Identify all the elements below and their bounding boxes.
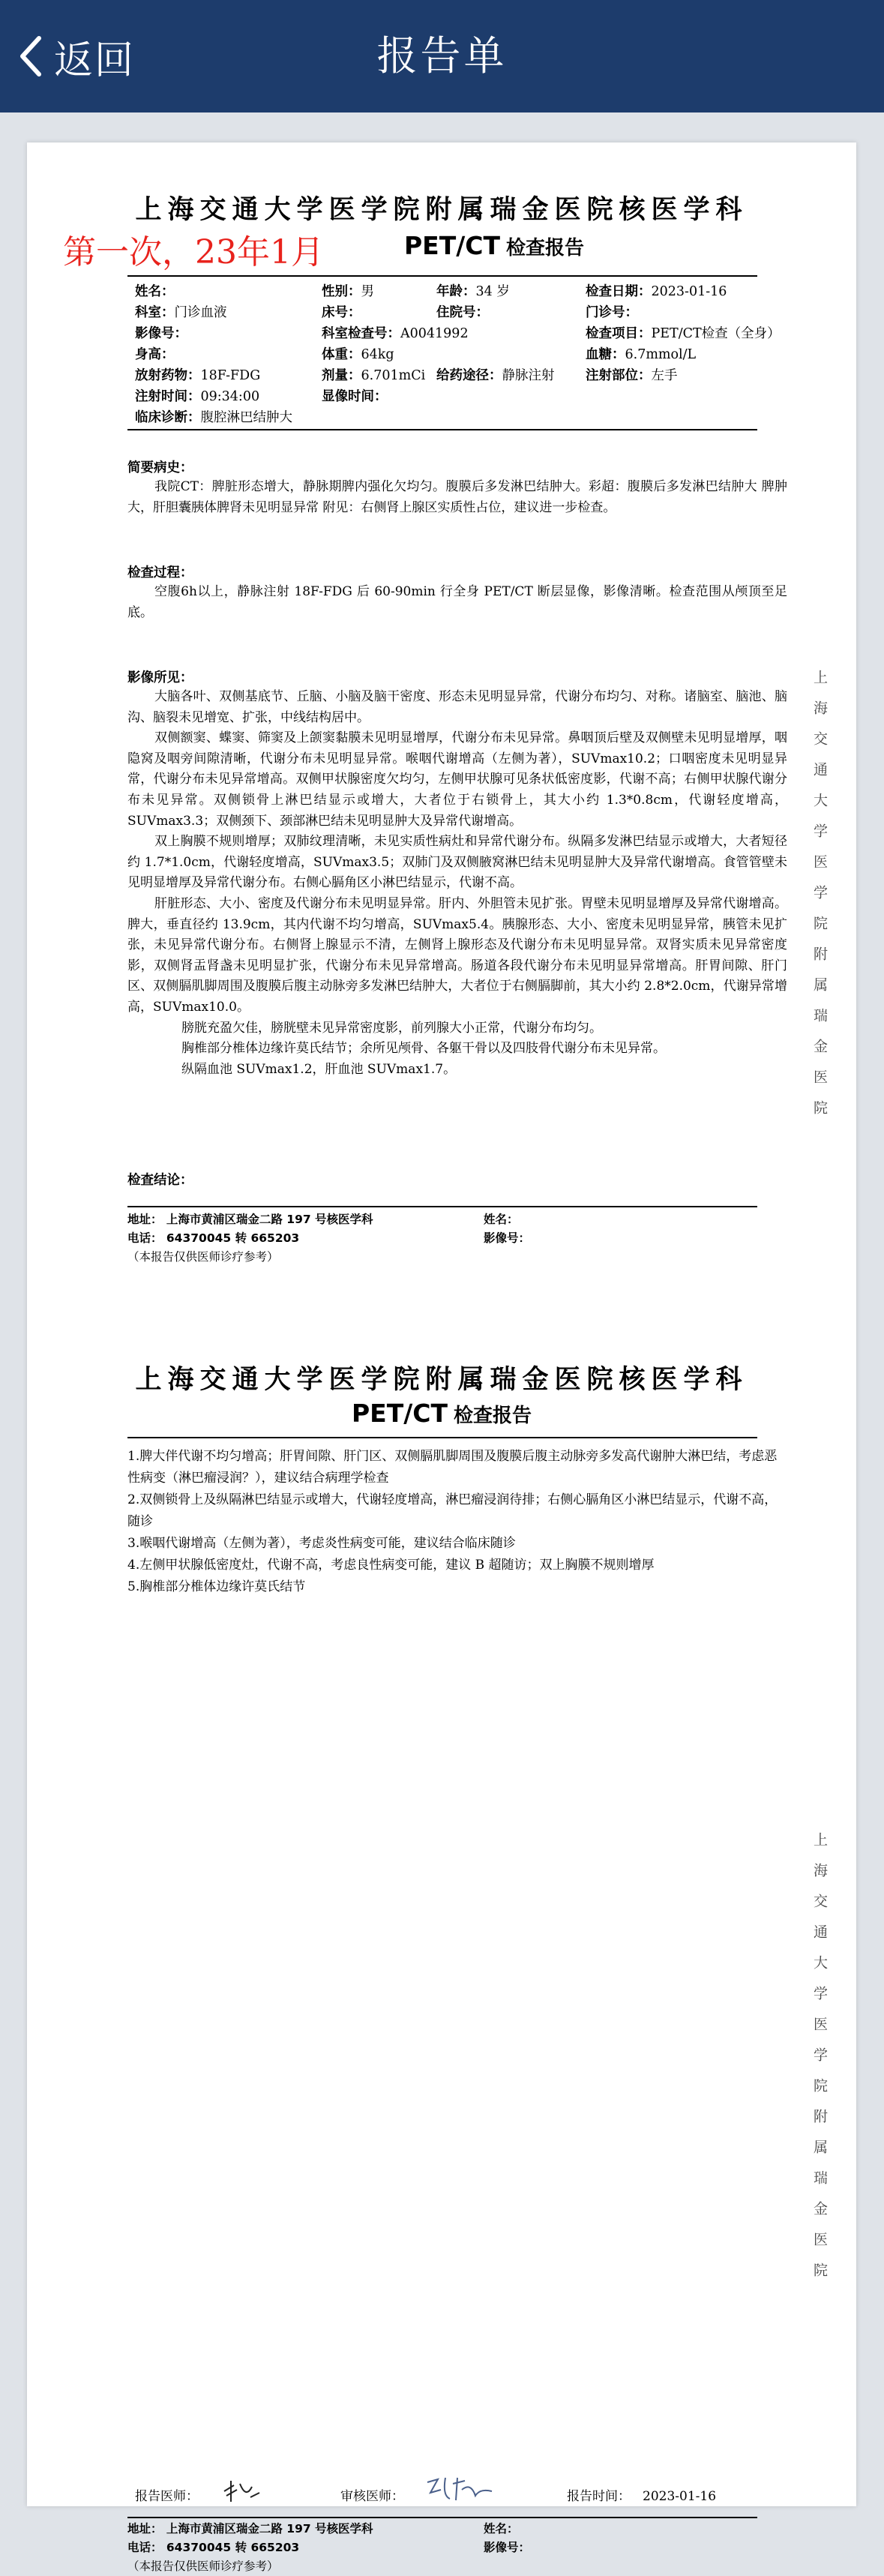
conclusion-item: 4.左侧甲状腺低密度灶，代谢不高，考虑良性病变可能，建议 B 超随访；双上胸膜不规则增厚 [127, 1558, 655, 1573]
reporter-label: 报告医师： [135, 2489, 199, 2504]
findings-paragraph: 双侧额窦、蝶窦、筛窦及上颌窦黏膜未见明显增厚，代谢分布未见异常。鼻咽顶后壁及双侧壁未见明显增厚，咽隐窝及咽旁间隙清晰，代谢分布未见明显异常。喉咽代谢增高（左侧为著），SUVmax10.2；口咽密度未见明显异常，代谢分布未见异常增高。双侧甲状腺密度欠均匀，左侧甲状腺可见条状低密度影，代谢不高；右侧甲状腺代谢分布未见异常。双侧锁骨上淋巴结显示或增大，大者位于右锁骨上，其大小约 1.3*0.8cm，代谢轻度增高，SUVmax3.3；双侧颈下、颈部淋巴结未见明显肿大及异常代谢增高。 [127, 730, 787, 829]
findings-paragraph: 膀胱充盈欠佳，膀胱壁未见异常密度影，前列腺大小正常，代谢分布均匀。 [181, 1020, 602, 1036]
report-title-suffix: 检查报告 [506, 237, 585, 259]
nav-bar [0, 0, 884, 112]
divider [127, 1437, 757, 1438]
report-time: 报告时间： 2023-01-16 [567, 2489, 717, 2504]
procedure-title: 检查过程： [127, 565, 193, 580]
divider [127, 2517, 757, 2518]
findings-paragraph: 双上胸膜不规则增厚；双肺纹理清晰，未见实质性病灶和异常代谢分布。纵隔多发淋巴结显示或增大，大者短径约 1.7*1.0cm，代谢轻度增高，SUVmax3.5；双肺门及双侧腋窝淋巴结未见明显肿大及异常代谢增高。食管管壁未见明显增厚及异常代谢分布。右侧心膈角区小淋巴结显示，代谢不高。 [127, 834, 787, 891]
watermark: 上海交通大学医学院附属瑞金医院 [811, 1831, 828, 2293]
footer-contact: 地址： 上海市黄浦区瑞金二路 197 号核医学科 电话： 64370045 转 665203 （本报告仅供医师诊疗参考） [127, 2522, 373, 2573]
findings-paragraph: 肝脏形态、大小、密度及代谢分布未见明显异常。肝内、外胆管未见扩张。胃壁未见明显增厚及异常代谢增高。脾大，垂直径约 13.9cm，其内代谢不均匀增高，SUVmax5.4。胰腺形态、大小、密度未见明显异常，胰管未见扩张，未见异常代谢分布。右侧肾上腺显示不清，左侧肾上腺形态及代谢分布未见明显异常。双肾实质未见异常密度影，双侧肾盂肾盏未见明显扩张，代谢分布未见异常增高。肠道各段代谢分布未见明显异常增高。肝胃间隙、肝门区、双侧膈肌脚周围及腹膜后腹主动脉旁多发淋巴结肿大，大者位于右侧膈脚前，其大小约 2.8*2.0cm，代谢异常增高，SUVmax10.0。 [127, 895, 787, 1015]
report-title [27, 1399, 856, 1428]
watermark: 上海交通大学医学院附属瑞金医院 [811, 669, 828, 1131]
reviewer-signature [423, 2473, 498, 2506]
hospital-title: 上海交通大学医学院附属瑞金医院核医学科 [135, 194, 748, 225]
conclusion-item: 3.喉咽代谢增高（左侧为著），考虑炎性病变可能，建议结合临床随诊 [127, 1536, 516, 1551]
back-label: 返回 [54, 37, 136, 83]
page-title: 报告单 [376, 32, 508, 79]
procedure-text: 空腹6h以上，静脉注射 18F-FDG 后 60-90min 行全身 PET/CT 断层显像，影像清晰。检查范围从颅顶至足底。 [127, 584, 787, 620]
divider [127, 429, 757, 430]
divider [127, 275, 757, 277]
divider [127, 1206, 757, 1207]
reviewer-label: 审核医师： [340, 2489, 404, 2504]
report-title-suffix: 检查报告 [454, 1405, 532, 1427]
conclusion-title: 检查结论： [127, 1173, 193, 1188]
findings-paragraph: 胸椎部分椎体边缘许莫氏结节；余所见颅骨、各躯干骨以及四肢骨代谢分布未见异常。 [181, 1041, 666, 1057]
findings-title: 影像所见： [127, 670, 193, 685]
footer-patient: 姓名： 影像号： [484, 1213, 531, 1245]
findings-paragraph: 大脑各叶、双侧基底节、丘脑、小脑及脑干密度、形态未见明显异常，代谢分布均匀、对称。诸脑室、脑池、脑沟、脑裂未见增宽、扩张，中线结构居中。 [127, 689, 787, 725]
history-title: 简要病史： [127, 460, 193, 475]
report-page[interactable]: 上海交通大学医学院附属瑞金医院核医学科 第一次，23年1月 PET/CT 检查报告 姓名： 性别：男 年龄：34 岁 检查日期：2023-01-16 科室：门诊血液 床号： 住院号： 门诊号： 影像号： 科室检查号：A0041992 检查项目：PET/CT检查（全身） 身高： 体重：64kg 血糖：6.7mmol/L 放射药物：18F-FDG 剂量：6.701mCi 给药途径：静脉注射 注射部位：左手 注射时间：09:34:00 显像时间： 临床诊断：腹腔淋巴结肿大 简要病史： 我院CT：脾脏形态增大，静脉期脾内强化欠均匀。腹膜后多发淋巴结肿大。彩超：腹膜后多发淋巴结肿大 脾肿大，肝胆囊胰体脾肾未见明显异常 附见：右侧肾上腺区实质性占位，建议进一步检查。 检查过程： 空腹6h以上，静脉注射 18F-FDG 后 60-90min 行全身 PET/CT 断层显像，影像清晰。检查范围从颅顶至足底。 影像所见： 大脑各叶、双侧基底节、丘脑、小脑及脑干密度、形态未见明显异常，代谢分布均匀、对称。诸脑室、脑池、脑沟、脑裂未见增宽、扩张，中线结构居中。 双侧额窦、蝶窦、筛窦及上颌窦黏膜未见明显增厚，代谢分布未见异常。鼻咽顶后壁及双侧壁未见明显增厚，咽隐窝及咽旁间隙清晰，代谢分布未见明显异常。喉咽代谢增高（左侧为著），SUVmax10.2；口咽密度未见明显异常，代谢分布未见异常增高。双侧甲状腺密度欠均匀，左侧甲状腺可见条状低密度影，代谢不高；右侧甲状腺代谢分布未见异常。双侧锁骨上淋巴结显示或增大，大者位于右锁骨上，其大小约 1.3*0.8cm，代谢轻度增高，SUVmax3.3；双侧颈下、颈部淋巴结未见明显肿大及异常代谢增高。 双上胸膜不规则增厚；双肺纹理清晰，未见实质性病灶和异常代谢分布。纵隔多发淋巴结显示或增大，大者短径约 1.7*1.0cm，代谢轻度增高，SUVmax3.5；双肺门及双侧腋窝淋巴结未见明显肿大及异常代谢增高。食管管壁未见明显增厚及异常代谢分布。右侧心膈角区小淋巴结显示，代谢不高。 肝脏形态、大小、密度及代谢分布未见明显异常。肝内、外胆管未见扩张。胃壁未见明显增厚及异常代谢增高。脾大，垂直径约 13.9cm，其内代谢不均匀增高，SUVmax5.4。胰腺形态、大小、密度未见明显异常，胰管未见扩张，未见异常代谢分布。右侧肾上腺显示不清，左侧肾上腺形态及代谢分布未见明显异常。双肾实质未见异常密度影，双侧肾盂肾盏未见明显扩张，代谢分布未见异常增高。肠道各段代谢分布未见明显异常增高。肝胃间隙、肝门区、双侧膈肌脚周围及腹膜后腹主动脉旁多发淋巴结肿大，大者位于右侧膈脚前，其大小约 2.8*2.0cm，代谢异常增高，SUVmax10.0。 膀胱充盈欠佳，膀胱壁未见异常密度影，前列腺大小正常，代谢分布均匀。 胸椎部分椎体边缘许莫氏结节；余所见颅骨、各躯干骨以及四肢骨代谢分布未见异常。 纵隔血池 SUVmax1.2，肝血池 SUVmax1.7。 检查结论： 地址： 上海市黄浦区瑞金二路 197 号核医学科 电话： 64370045 转 665203 （本报告仅供医师诊疗参考） 姓名： 影像号： 上海交通大学医学院附属瑞金医院 上海交通大学医学院附属瑞金医院核医学科 PET/CT 检查报告 1.脾大伴代谢不均匀增高；肝胃间隙、肝门区、双侧膈肌脚周围及腹膜后腹主动脉旁多发高代谢肿大淋巴结，考虑恶性病变（淋巴瘤浸润？），建议结合病理学检查 2.双侧锁骨上及纵隔淋巴结显示或增大，代谢轻度增高，淋巴瘤浸润待排；右侧心膈角区小淋巴结显示，代谢不高，随诊 3.喉咽代谢增高（左侧为著），考虑炎性病变可能，建议结合临床随诊 4.左侧甲状腺低密度灶，代谢不高，考虑良性病变可能，建议 B 超随访；双上胸膜不规则增厚 5.胸椎部分椎体边缘许莫氏结节 上海交通大学医学院附属瑞金医院 报告医师： 审核医师： 报告时间： 2023-01-16 地址： 上海市黄浦区瑞金二路 197 号核医学科 电话： 64370045 转 665203 （本报告仅供医师诊疗参考） 姓名： 影像号： [27, 142, 856, 2506]
findings-paragraph: 纵隔血池 SUVmax1.2，肝血池 SUVmax1.7。 [181, 1061, 457, 1077]
conclusion-item: 1.脾大伴代谢不均匀增高；肝胃间隙、肝门区、双侧膈肌脚周围及腹膜后腹主动脉旁多发高代谢肿大淋巴结，考虑恶性病变（淋巴瘤浸润？），建议结合病理学检查 [127, 1449, 778, 1486]
reporter-signature [220, 2476, 265, 2506]
report-title-prefix: PET/CT [351, 1399, 448, 1428]
handwritten-note: 第一次，23年1月 [63, 233, 324, 271]
history-text: 我院CT：脾脏形态增大，静脉期脾内强化欠均匀。腹膜后多发淋巴结肿大。彩超：腹膜后多发淋巴结肿大 脾肿大，肝胆囊胰体脾肾未见明显异常 附见：右侧肾上腺区实质性占位，建议进一步检查。 [127, 479, 787, 515]
conclusion-list [127, 1446, 787, 1598]
hospital-title: 上海交通大学医学院附属瑞金医院核医学科 [135, 1364, 748, 1395]
conclusion-item: 2.双侧锁骨上及纵隔淋巴结显示或增大，代谢轻度增高，淋巴瘤浸润待排；右侧心膈角区小淋巴结显示，代谢不高，随诊 [127, 1492, 778, 1529]
footer-contact: 地址： 上海市黄浦区瑞金二路 197 号核医学科 电话： 64370045 转 665203 （本报告仅供医师诊疗参考） [127, 1213, 373, 1264]
footer-patient: 姓名： 影像号： [484, 2522, 531, 2554]
report-title [27, 231, 856, 260]
report-title-prefix: PET/CT [403, 231, 500, 260]
findings-body [27, 687, 787, 1080]
conclusion-item: 5.胸椎部分椎体边缘许莫氏结节 [127, 1579, 306, 1594]
